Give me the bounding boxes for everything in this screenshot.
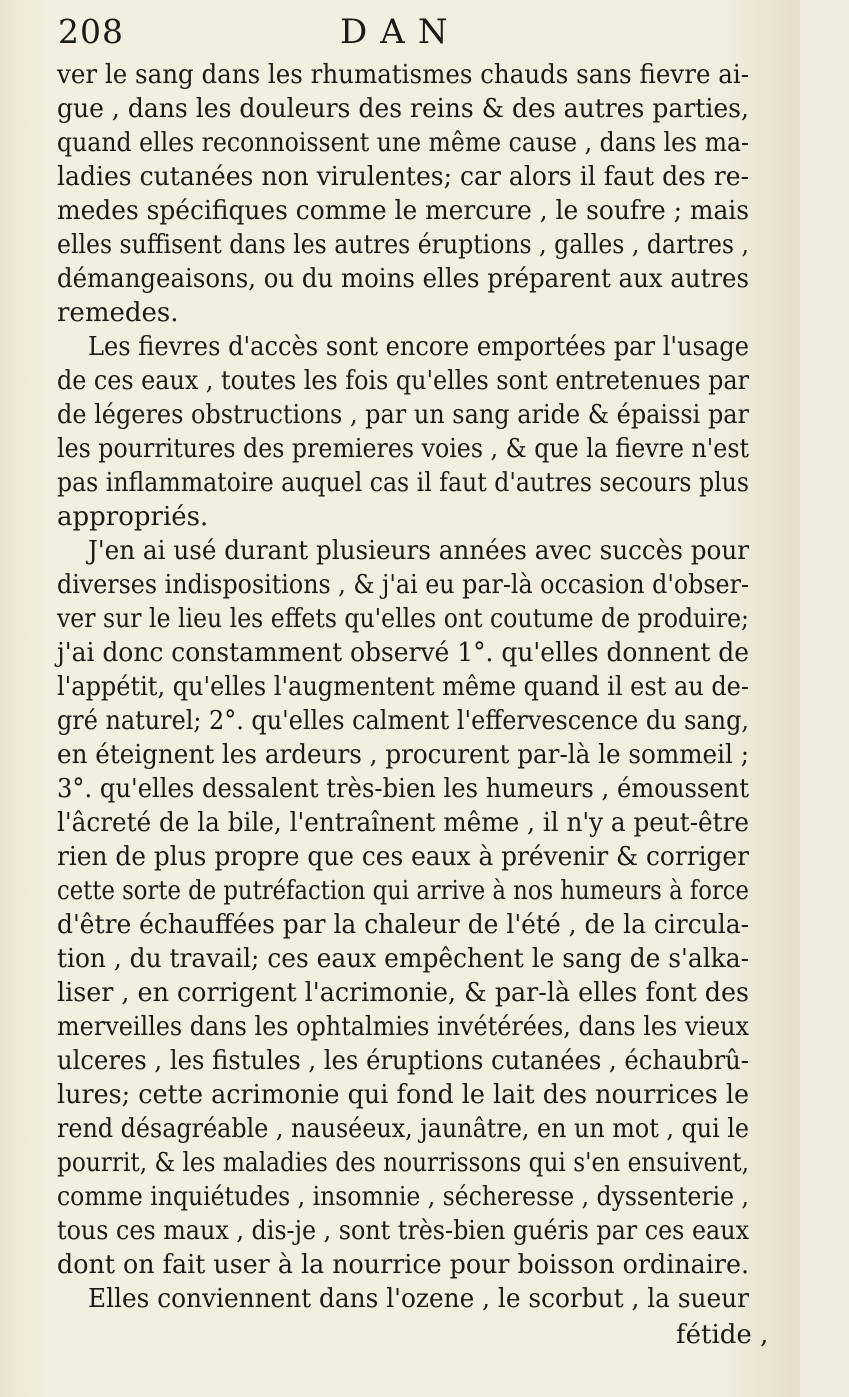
text-line: les pourritures des premieres voies , & que la fievre n'est [57,434,749,464]
paragraph-first-line: Elles conviennent dans l'ozene , le scorbut , la sueur [88,1284,749,1314]
text-line: liser , en corrigent l'acrimonie, & par-là elles font des [57,978,749,1008]
text-line: 3°. qu'elles dessalent très-bien les humeurs , émoussent [57,774,749,804]
text-line: démangeaisons, ou du moins elles préparent aux autres [57,264,749,294]
text-line: gré naturel; 2°. qu'elles calment l'effervescence du sang, [57,706,749,736]
text-line: dont on fait user à la nourrice pour boisson ordinaire. [57,1250,749,1280]
text-line: ulceres , les fistules , les éruptions cutanées , échaubrû- [57,1046,749,1076]
text-line: lures; cette acrimonie qui fond le lait des nourrices le [57,1080,749,1110]
page-header [58,12,780,62]
text-line: gue , dans les douleurs des reins & des autres parties, [57,94,749,124]
text-line: rend désagréable , nauséeux, jaunâtre, en un mot , qui le [57,1114,749,1144]
text-line: pourrit, & les maladies des nourrissons qui s'en ensuivent, [57,1148,749,1178]
text-line: ver le sang dans les rhumatismes chauds sans fievre ai- [57,60,749,90]
page-number: 208 [58,12,124,51]
text-line: de ces eaux , toutes les fois qu'elles sont entretenues par [57,366,749,396]
text-line: appropriés. [57,502,209,532]
text-line: cette sorte de putréfaction qui arrive à nos humeurs à force [57,876,749,906]
paragraph-first-line: J'en ai usé durant plusieurs années avec succès pour [88,536,749,566]
text-line: merveilles dans les ophtalmies invétérées, dans les vieux [57,1012,749,1042]
text-line: l'âcreté de la bile, l'entraînent même , il n'y a peut-être [57,808,749,838]
text-line: remedes. [57,298,179,328]
catchword: fétide , [676,1320,769,1350]
text-line: ladies cutanées non virulentes; car alors il faut des re- [57,162,749,192]
text-line: tion , du travail; ces eaux empêchent le sang de s'alka- [57,944,749,974]
text-line: diverses indispositions , & j'ai eu par-là occasion d'obser- [57,570,749,600]
text-line: medes spécifiques comme le mercure , le soufre ; mais [57,196,749,226]
text-line: quand elles reconnoissent une même cause , dans les ma- [57,128,749,158]
text-line: elles suffisent dans les autres éruptions , galles , dartres , [57,230,749,260]
text-line: comme inquiétudes , insomnie , sécheresse , dyssenterie , [57,1182,749,1212]
text-line: ver sur le lieu les effets qu'elles ont coutume de produire; [57,604,749,634]
text-line: pas inflammatoire auquel cas il faut d'autres secours plus [57,468,749,498]
text-line: en éteignent les ardeurs , procurent par-là le sommeil ; [57,740,749,770]
text-line: de légeres obstructions , par un sang aride & épaissi par [57,400,749,430]
text-line: j'ai donc constamment observé 1°. qu'elles donnent de [57,638,749,668]
text-line: d'être échauffées par la chaleur de l'été , de la circula- [57,910,749,940]
paragraph-first-line: Les fievres d'accès sont encore emportées par l'usage [88,332,749,362]
running-head: DAN [340,12,461,52]
text-line: tous ces maux , dis-je , sont très-bien guéris par ces eaux [57,1216,749,1246]
text-line: l'appétit, qu'elles l'augmentent même quand il est au de- [57,672,749,702]
text-line: rien de plus propre que ces eaux à prévenir & corriger [57,842,749,872]
